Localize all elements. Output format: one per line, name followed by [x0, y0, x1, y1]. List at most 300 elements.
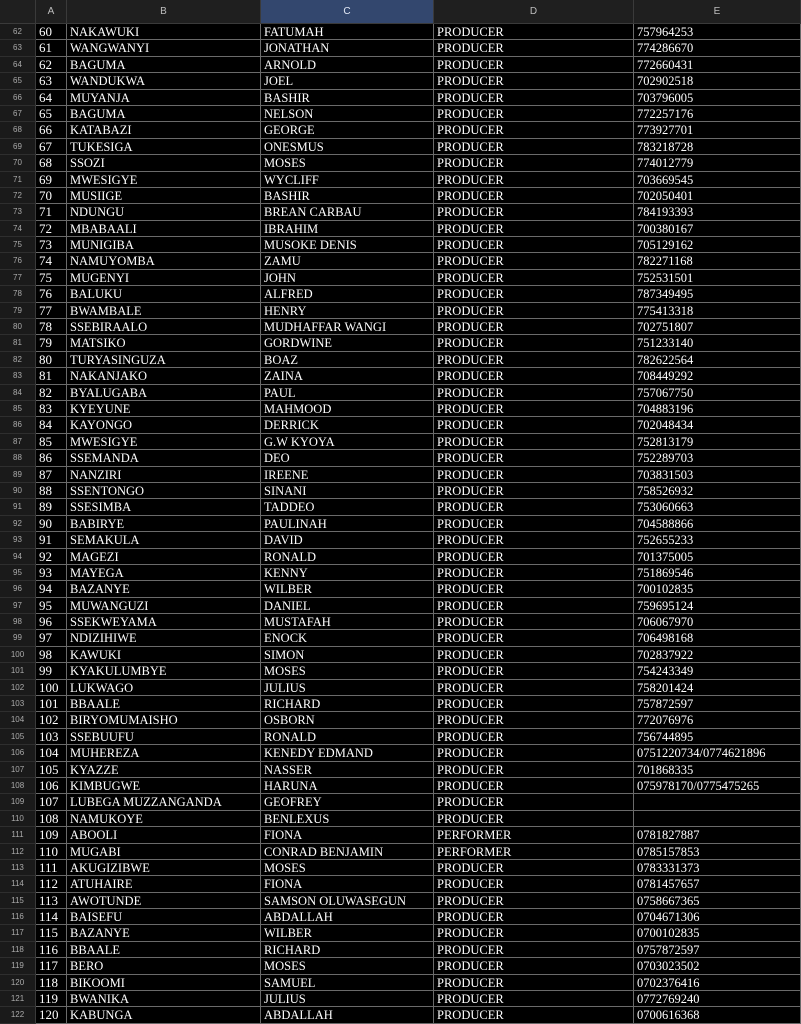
cell-a[interactable]: 112 — [36, 876, 67, 892]
cell-d[interactable]: PRODUCER — [434, 319, 634, 335]
cell-e[interactable]: 0785157853 — [634, 844, 801, 860]
cell-d[interactable]: PRODUCER — [434, 811, 634, 827]
cell-d[interactable]: PRODUCER — [434, 778, 634, 794]
cell-a[interactable]: 97 — [36, 630, 67, 646]
cell-d[interactable]: PRODUCER — [434, 663, 634, 679]
cell-e[interactable]: 783218728 — [634, 139, 801, 155]
cell-e[interactable]: 0758667365 — [634, 893, 801, 909]
row-number-header[interactable]: 111 — [0, 827, 36, 843]
cell-a[interactable]: 100 — [36, 680, 67, 696]
cell-b[interactable]: NANZIRI — [67, 467, 261, 483]
cell-b[interactable]: ABOOLI — [67, 827, 261, 843]
cell-c[interactable]: MAHMOOD — [261, 401, 434, 417]
row-number-header[interactable]: 108 — [0, 778, 36, 794]
cell-e[interactable]: 701375005 — [634, 549, 801, 565]
cell-b[interactable]: BAZANYE — [67, 925, 261, 941]
cell-e[interactable]: 702050401 — [634, 188, 801, 204]
cell-d[interactable]: PRODUCER — [434, 434, 634, 450]
cell-a[interactable]: 94 — [36, 581, 67, 597]
cell-b[interactable]: MWESIGYE — [67, 434, 261, 450]
cell-a[interactable]: 99 — [36, 663, 67, 679]
cell-c[interactable]: FATUMAH — [261, 24, 434, 40]
cell-c[interactable]: ONESMUS — [261, 139, 434, 155]
row-number-header[interactable]: 76 — [0, 253, 36, 269]
cell-d[interactable]: PRODUCER — [434, 1007, 634, 1023]
cell-a[interactable]: 78 — [36, 319, 67, 335]
cell-d[interactable]: PRODUCER — [434, 516, 634, 532]
row-number-header[interactable]: 100 — [0, 647, 36, 663]
cell-d[interactable]: PRODUCER — [434, 368, 634, 384]
cell-a[interactable]: 66 — [36, 122, 67, 138]
cell-a[interactable]: 116 — [36, 942, 67, 958]
cell-a[interactable]: 105 — [36, 762, 67, 778]
cell-d[interactable]: PRODUCER — [434, 90, 634, 106]
cell-b[interactable]: TUKESIGA — [67, 139, 261, 155]
cell-d[interactable]: PRODUCER — [434, 794, 634, 810]
cell-b[interactable]: KIMBUGWE — [67, 778, 261, 794]
cell-e[interactable]: 787349495 — [634, 286, 801, 302]
cell-b[interactable]: MUHEREZA — [67, 745, 261, 761]
cell-d[interactable]: PRODUCER — [434, 417, 634, 433]
cell-e[interactable]: 0772769240 — [634, 991, 801, 1007]
column-header-e[interactable]: E — [634, 0, 801, 23]
cell-a[interactable]: 104 — [36, 745, 67, 761]
column-header-c[interactable]: C — [261, 0, 434, 23]
row-number-header[interactable]: 98 — [0, 614, 36, 630]
cell-e[interactable]: 703796005 — [634, 90, 801, 106]
cell-b[interactable]: MUNIGIBA — [67, 237, 261, 253]
cell-d[interactable]: PRODUCER — [434, 450, 634, 466]
cell-b[interactable]: AKUGIZIBWE — [67, 860, 261, 876]
row-number-header[interactable]: 101 — [0, 663, 36, 679]
cell-e[interactable]: 751233140 — [634, 335, 801, 351]
cell-c[interactable]: FIONA — [261, 827, 434, 843]
row-number-header[interactable]: 89 — [0, 467, 36, 483]
cell-a[interactable]: 119 — [36, 991, 67, 1007]
cell-d[interactable]: PRODUCER — [434, 122, 634, 138]
cell-a[interactable]: 64 — [36, 90, 67, 106]
cell-d[interactable]: PRODUCER — [434, 139, 634, 155]
cell-e[interactable]: 782622564 — [634, 352, 801, 368]
cell-a[interactable]: 114 — [36, 909, 67, 925]
cell-b[interactable]: BAGUMA — [67, 57, 261, 73]
row-number-header[interactable]: 62 — [0, 24, 36, 40]
cell-b[interactable]: MUGENYI — [67, 270, 261, 286]
row-number-header[interactable]: 64 — [0, 57, 36, 73]
cell-a[interactable]: 118 — [36, 975, 67, 991]
cell-e[interactable]: 706067970 — [634, 614, 801, 630]
cell-b[interactable]: SSEMANDA — [67, 450, 261, 466]
cell-d[interactable]: PRODUCER — [434, 270, 634, 286]
cell-e[interactable]: 0781827887 — [634, 827, 801, 843]
row-number-header[interactable]: 95 — [0, 565, 36, 581]
cell-c[interactable]: JONATHAN — [261, 40, 434, 56]
cell-d[interactable]: PRODUCER — [434, 499, 634, 515]
cell-b[interactable]: BWAMBALE — [67, 303, 261, 319]
cell-e[interactable]: 708449292 — [634, 368, 801, 384]
cell-c[interactable]: MUSTAFAH — [261, 614, 434, 630]
cell-a[interactable]: 92 — [36, 549, 67, 565]
cell-d[interactable]: PRODUCER — [434, 237, 634, 253]
cell-c[interactable]: KENEDY EDMAND — [261, 745, 434, 761]
row-number-header[interactable]: 81 — [0, 335, 36, 351]
row-number-header[interactable]: 114 — [0, 876, 36, 892]
cell-d[interactable]: PRODUCER — [434, 155, 634, 171]
cell-b[interactable]: SSOZI — [67, 155, 261, 171]
cell-b[interactable]: BIRYOMUMAISHO — [67, 712, 261, 728]
row-number-header[interactable]: 118 — [0, 942, 36, 958]
cell-b[interactable]: MWESIGYE — [67, 172, 261, 188]
cell-a[interactable]: 85 — [36, 434, 67, 450]
cell-d[interactable]: PRODUCER — [434, 958, 634, 974]
cell-e[interactable]: 705129162 — [634, 237, 801, 253]
cell-e[interactable]: 773927701 — [634, 122, 801, 138]
cell-b[interactable]: MUWANGUZI — [67, 598, 261, 614]
cell-c[interactable]: JOEL — [261, 73, 434, 89]
cell-a[interactable]: 109 — [36, 827, 67, 843]
cell-d[interactable]: PRODUCER — [434, 335, 634, 351]
cell-a[interactable]: 72 — [36, 221, 67, 237]
cell-a[interactable]: 95 — [36, 598, 67, 614]
row-number-header[interactable]: 84 — [0, 385, 36, 401]
cell-b[interactable]: AWOTUNDE — [67, 893, 261, 909]
cell-e[interactable]: 758201424 — [634, 680, 801, 696]
cell-a[interactable]: 73 — [36, 237, 67, 253]
row-number-header[interactable]: 80 — [0, 319, 36, 335]
cell-c[interactable]: NASSER — [261, 762, 434, 778]
cell-d[interactable]: PRODUCER — [434, 352, 634, 368]
row-number-header[interactable]: 90 — [0, 483, 36, 499]
cell-e[interactable]: 772257176 — [634, 106, 801, 122]
cell-b[interactable]: NAKAWUKI — [67, 24, 261, 40]
cell-e[interactable]: 782271168 — [634, 253, 801, 269]
cell-c[interactable]: RICHARD — [261, 942, 434, 958]
cell-b[interactable]: NAMUKOYE — [67, 811, 261, 827]
cell-d[interactable]: PRODUCER — [434, 991, 634, 1007]
cell-b[interactable]: BABIRYE — [67, 516, 261, 532]
cell-d[interactable]: PERFORMER — [434, 827, 634, 843]
cell-c[interactable]: IBRAHIM — [261, 221, 434, 237]
row-number-header[interactable]: 116 — [0, 909, 36, 925]
cell-e[interactable]: 752531501 — [634, 270, 801, 286]
cell-c[interactable]: OSBORN — [261, 712, 434, 728]
row-number-header[interactable]: 70 — [0, 155, 36, 171]
cell-d[interactable]: PRODUCER — [434, 57, 634, 73]
cell-e[interactable]: 0751220734/0774621896 — [634, 745, 801, 761]
row-number-header[interactable]: 102 — [0, 680, 36, 696]
cell-b[interactable]: BAISEFU — [67, 909, 261, 925]
row-number-header[interactable]: 104 — [0, 712, 36, 728]
cell-c[interactable]: ZAMU — [261, 253, 434, 269]
row-number-header[interactable]: 122 — [0, 1007, 36, 1023]
cell-d[interactable]: PRODUCER — [434, 73, 634, 89]
cell-c[interactable]: GEOFREY — [261, 794, 434, 810]
row-number-header[interactable]: 107 — [0, 762, 36, 778]
row-number-header[interactable]: 65 — [0, 73, 36, 89]
cell-a[interactable]: 84 — [36, 417, 67, 433]
cell-e[interactable]: 0781457657 — [634, 876, 801, 892]
cell-e[interactable]: 774286670 — [634, 40, 801, 56]
row-number-header[interactable]: 105 — [0, 729, 36, 745]
cell-e[interactable]: 757872597 — [634, 696, 801, 712]
row-number-header[interactable]: 86 — [0, 417, 36, 433]
cell-a[interactable]: 101 — [36, 696, 67, 712]
row-number-header[interactable]: 120 — [0, 975, 36, 991]
cell-d[interactable]: PRODUCER — [434, 696, 634, 712]
cell-c[interactable]: KENNY — [261, 565, 434, 581]
cell-a[interactable]: 115 — [36, 925, 67, 941]
cell-d[interactable]: PRODUCER — [434, 483, 634, 499]
cell-c[interactable]: WYCLIFF — [261, 172, 434, 188]
cell-a[interactable]: 69 — [36, 172, 67, 188]
cell-a[interactable]: 88 — [36, 483, 67, 499]
cell-c[interactable]: MUDHAFFAR WANGI — [261, 319, 434, 335]
cell-e[interactable]: 700102835 — [634, 581, 801, 597]
cell-b[interactable]: SSEKWEYAMA — [67, 614, 261, 630]
cell-c[interactable]: FIONA — [261, 876, 434, 892]
cell-b[interactable]: KAWUKI — [67, 647, 261, 663]
cell-b[interactable]: SSEBUUFU — [67, 729, 261, 745]
cell-a[interactable]: 86 — [36, 450, 67, 466]
cell-e[interactable]: 702902518 — [634, 73, 801, 89]
cell-b[interactable]: BAGUMA — [67, 106, 261, 122]
row-number-header[interactable]: 109 — [0, 794, 36, 810]
cell-b[interactable]: BALUKU — [67, 286, 261, 302]
cell-b[interactable]: BIKOOMI — [67, 975, 261, 991]
cell-c[interactable]: DAVID — [261, 532, 434, 548]
cell-e[interactable]: 0704671306 — [634, 909, 801, 925]
row-number-header[interactable]: 85 — [0, 401, 36, 417]
cell-c[interactable]: SAMSON OLUWASEGUN — [261, 893, 434, 909]
cell-a[interactable]: 113 — [36, 893, 67, 909]
row-number-header[interactable]: 71 — [0, 172, 36, 188]
cell-b[interactable]: KYAZZE — [67, 762, 261, 778]
cell-c[interactable]: SIMON — [261, 647, 434, 663]
cell-e[interactable]: 702048434 — [634, 417, 801, 433]
cell-b[interactable]: NDIZIHIWE — [67, 630, 261, 646]
cell-d[interactable]: PRODUCER — [434, 549, 634, 565]
cell-c[interactable]: HARUNA — [261, 778, 434, 794]
cell-e[interactable]: 757067750 — [634, 385, 801, 401]
cell-c[interactable]: NELSON — [261, 106, 434, 122]
cell-e[interactable]: 0700616368 — [634, 1007, 801, 1023]
cell-b[interactable]: MAYEGA — [67, 565, 261, 581]
cell-b[interactable]: WANDUKWA — [67, 73, 261, 89]
cell-e[interactable]: 702837922 — [634, 647, 801, 663]
cell-c[interactable]: PAULINAH — [261, 516, 434, 532]
cell-b[interactable]: ATUHAIRE — [67, 876, 261, 892]
cell-e[interactable]: 0700102835 — [634, 925, 801, 941]
row-number-header[interactable]: 103 — [0, 696, 36, 712]
cell-a[interactable]: 103 — [36, 729, 67, 745]
cell-e[interactable]: 702751807 — [634, 319, 801, 335]
cell-d[interactable]: PRODUCER — [434, 24, 634, 40]
cell-c[interactable]: ZAINA — [261, 368, 434, 384]
row-number-header[interactable]: 106 — [0, 745, 36, 761]
cell-d[interactable]: PRODUCER — [434, 712, 634, 728]
row-number-header[interactable]: 99 — [0, 630, 36, 646]
cell-c[interactable]: ABDALLAH — [261, 909, 434, 925]
cell-b[interactable]: MAGEZI — [67, 549, 261, 565]
cell-c[interactable]: SINANI — [261, 483, 434, 499]
row-number-header[interactable]: 117 — [0, 925, 36, 941]
cell-b[interactable]: MUGABI — [67, 844, 261, 860]
cell-a[interactable]: 71 — [36, 204, 67, 220]
cell-c[interactable]: WILBER — [261, 581, 434, 597]
column-header-d[interactable]: D — [434, 0, 634, 23]
cell-d[interactable]: PRODUCER — [434, 221, 634, 237]
cell-b[interactable]: WANGWANYI — [67, 40, 261, 56]
cell-e[interactable] — [634, 794, 801, 810]
row-number-header[interactable]: 91 — [0, 499, 36, 515]
cell-e[interactable]: 772076976 — [634, 712, 801, 728]
cell-a[interactable]: 62 — [36, 57, 67, 73]
cell-d[interactable]: PRODUCER — [434, 598, 634, 614]
cell-a[interactable]: 61 — [36, 40, 67, 56]
row-number-header[interactable]: 63 — [0, 40, 36, 56]
cell-a[interactable]: 67 — [36, 139, 67, 155]
cell-a[interactable]: 63 — [36, 73, 67, 89]
cell-c[interactable]: JOHN — [261, 270, 434, 286]
cell-c[interactable]: GEORGE — [261, 122, 434, 138]
cell-e[interactable]: 774012779 — [634, 155, 801, 171]
cell-a[interactable]: 60 — [36, 24, 67, 40]
cell-d[interactable]: PRODUCER — [434, 909, 634, 925]
cell-e[interactable]: 756744895 — [634, 729, 801, 745]
cell-b[interactable]: MATSIKO — [67, 335, 261, 351]
cell-e[interactable]: 757964253 — [634, 24, 801, 40]
row-number-header[interactable]: 110 — [0, 811, 36, 827]
row-number-header[interactable]: 115 — [0, 893, 36, 909]
cell-a[interactable]: 83 — [36, 401, 67, 417]
cell-a[interactable]: 90 — [36, 516, 67, 532]
row-number-header[interactable]: 79 — [0, 303, 36, 319]
cell-c[interactable]: MOSES — [261, 860, 434, 876]
row-number-header[interactable]: 112 — [0, 844, 36, 860]
cell-b[interactable]: KABUNGA — [67, 1007, 261, 1023]
cell-d[interactable]: PRODUCER — [434, 532, 634, 548]
row-number-header[interactable]: 97 — [0, 598, 36, 614]
cell-b[interactable]: SSENTONGO — [67, 483, 261, 499]
cell-d[interactable]: PRODUCER — [434, 401, 634, 417]
column-header-b[interactable]: B — [67, 0, 261, 23]
cell-a[interactable]: 77 — [36, 303, 67, 319]
cell-a[interactable]: 68 — [36, 155, 67, 171]
cell-b[interactable]: LUBEGA MUZZANGANDA — [67, 794, 261, 810]
cell-d[interactable]: PRODUCER — [434, 303, 634, 319]
cell-c[interactable]: JULIUS — [261, 991, 434, 1007]
cell-b[interactable]: BBAALE — [67, 942, 261, 958]
cell-c[interactable]: ARNOLD — [261, 57, 434, 73]
cell-e[interactable]: 700380167 — [634, 221, 801, 237]
cell-b[interactable]: MUSIIGE — [67, 188, 261, 204]
cell-b[interactable]: BERO — [67, 958, 261, 974]
cell-c[interactable]: MOSES — [261, 663, 434, 679]
row-number-header[interactable]: 113 — [0, 860, 36, 876]
cell-d[interactable]: PRODUCER — [434, 630, 634, 646]
cell-d[interactable]: PRODUCER — [434, 762, 634, 778]
cell-e[interactable]: 759695124 — [634, 598, 801, 614]
row-number-header[interactable]: 94 — [0, 549, 36, 565]
cell-e[interactable]: 0757872597 — [634, 942, 801, 958]
cell-a[interactable]: 82 — [36, 385, 67, 401]
cell-c[interactable]: BASHIR — [261, 188, 434, 204]
row-number-header[interactable]: 92 — [0, 516, 36, 532]
cell-b[interactable]: BAZANYE — [67, 581, 261, 597]
cell-b[interactable]: MBABAALI — [67, 221, 261, 237]
cell-c[interactable]: CONRAD BENJAMIN — [261, 844, 434, 860]
cell-d[interactable]: PRODUCER — [434, 876, 634, 892]
cell-d[interactable]: PRODUCER — [434, 581, 634, 597]
cell-e[interactable]: 752655233 — [634, 532, 801, 548]
cell-c[interactable]: SAMUEL — [261, 975, 434, 991]
row-number-header[interactable]: 77 — [0, 270, 36, 286]
cell-a[interactable]: 98 — [36, 647, 67, 663]
cell-d[interactable]: PRODUCER — [434, 925, 634, 941]
cell-c[interactable]: BASHIR — [261, 90, 434, 106]
cell-c[interactable]: HENRY — [261, 303, 434, 319]
select-all-corner[interactable] — [0, 0, 36, 23]
cell-b[interactable]: MUYANJA — [67, 90, 261, 106]
cell-e[interactable]: 0702376416 — [634, 975, 801, 991]
cell-a[interactable]: 87 — [36, 467, 67, 483]
cell-e[interactable]: 758526932 — [634, 483, 801, 499]
cell-c[interactable]: ABDALLAH — [261, 1007, 434, 1023]
cell-c[interactable]: BREAN CARBAU — [261, 204, 434, 220]
cell-b[interactable]: BBAALE — [67, 696, 261, 712]
cell-a[interactable]: 111 — [36, 860, 67, 876]
cell-a[interactable]: 96 — [36, 614, 67, 630]
cell-d[interactable]: PRODUCER — [434, 204, 634, 220]
cell-d[interactable]: PRODUCER — [434, 745, 634, 761]
cell-a[interactable]: 120 — [36, 1007, 67, 1023]
cell-d[interactable]: PRODUCER — [434, 729, 634, 745]
cell-c[interactable]: RONALD — [261, 729, 434, 745]
cell-b[interactable]: KYEYUNE — [67, 401, 261, 417]
cell-c[interactable]: ENOCK — [261, 630, 434, 646]
cell-c[interactable]: RICHARD — [261, 696, 434, 712]
cell-b[interactable]: TURYASINGUZA — [67, 352, 261, 368]
cell-b[interactable]: NAKANJAKO — [67, 368, 261, 384]
row-number-header[interactable]: 73 — [0, 204, 36, 220]
cell-a[interactable]: 93 — [36, 565, 67, 581]
cell-a[interactable]: 108 — [36, 811, 67, 827]
cell-e[interactable]: 701868335 — [634, 762, 801, 778]
cell-e[interactable]: 752813179 — [634, 434, 801, 450]
cell-e[interactable]: 751869546 — [634, 565, 801, 581]
cell-e[interactable]: 775413318 — [634, 303, 801, 319]
cell-b[interactable]: KYAKULUMBYE — [67, 663, 261, 679]
cell-b[interactable]: LUKWAGO — [67, 680, 261, 696]
cell-e[interactable]: 752289703 — [634, 450, 801, 466]
row-number-header[interactable]: 121 — [0, 991, 36, 1007]
cell-e[interactable]: 704588866 — [634, 516, 801, 532]
cell-c[interactable]: DANIEL — [261, 598, 434, 614]
cell-d[interactable]: PRODUCER — [434, 565, 634, 581]
row-number-header[interactable]: 66 — [0, 90, 36, 106]
cell-d[interactable]: PRODUCER — [434, 680, 634, 696]
cell-b[interactable]: SSEBIRAALO — [67, 319, 261, 335]
cell-d[interactable]: PRODUCER — [434, 385, 634, 401]
cell-a[interactable]: 107 — [36, 794, 67, 810]
row-number-header[interactable]: 96 — [0, 581, 36, 597]
row-number-header[interactable]: 93 — [0, 532, 36, 548]
cell-a[interactable]: 75 — [36, 270, 67, 286]
row-number-header[interactable]: 78 — [0, 286, 36, 302]
cell-c[interactable]: JULIUS — [261, 680, 434, 696]
cell-e[interactable]: 703831503 — [634, 467, 801, 483]
cell-c[interactable]: BOAZ — [261, 352, 434, 368]
